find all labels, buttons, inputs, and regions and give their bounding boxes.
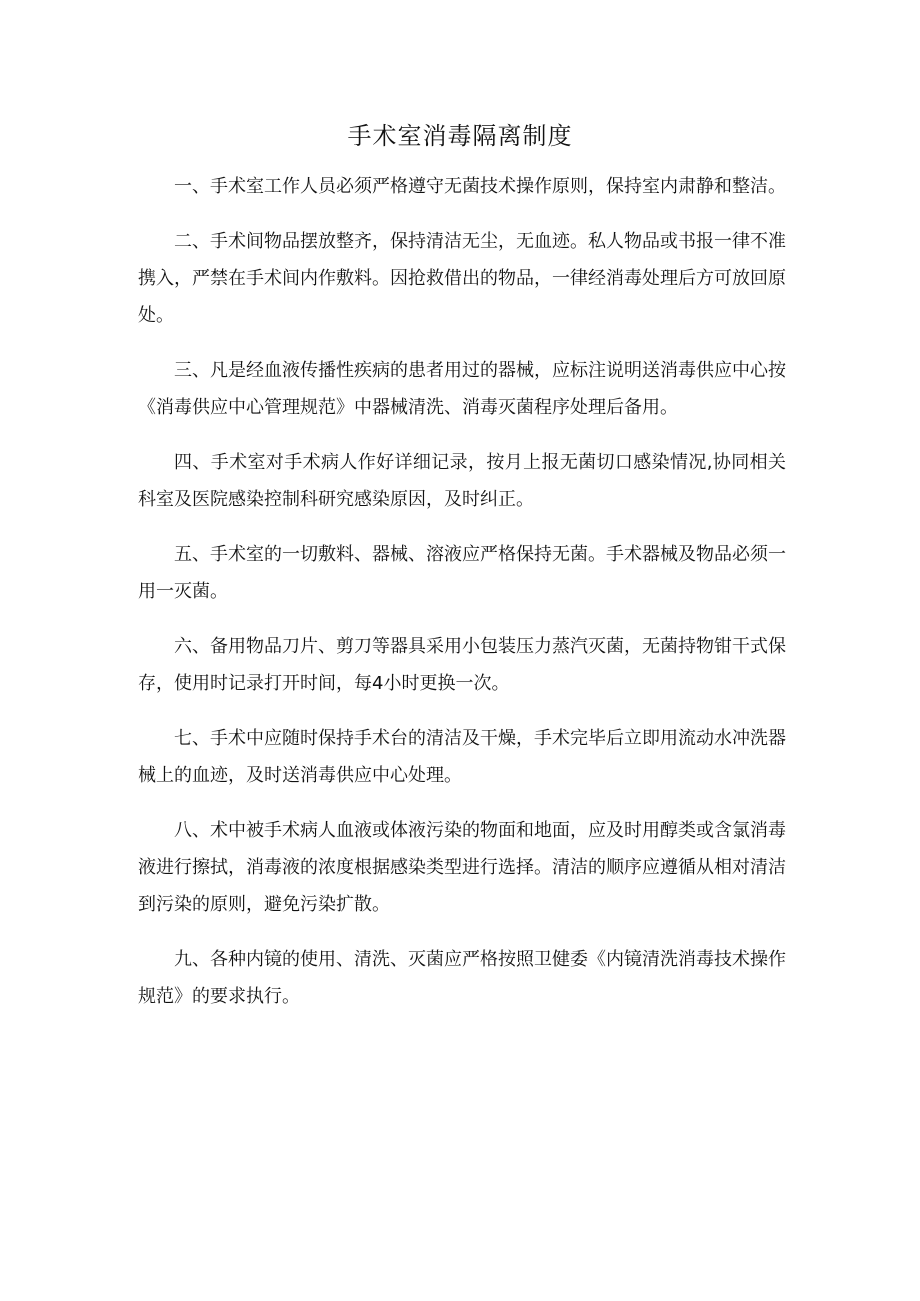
document-title: 手术室消毒隔离制度 — [347, 122, 573, 150]
paragraph-7: 七、手术中应随时保持手术台的清洁及干燥，手术完毕后立即用流动水冲洗器械上的血迹，及时送消毒供应中心处理。 — [138, 728, 786, 786]
paragraph-8: 八、术中被手术病人血液或体液污染的物面和地面，应及时用醇类或含氯消毒液进行擦拭，消毒液的浓度根据感染类型进行选择。清洁的顺序应遵循从相对清洁到污染的原则，避免污染扩散。 — [138, 820, 786, 915]
paragraph-4: 四、手术室对手术病人作好详细记录，按月上报无菌切口感染情况,协同相关科室及医院感染控制科研究感染原因，及时纠正。 — [138, 452, 786, 510]
document-body — [138, 168, 786, 1033]
paragraph-5: 五、手术室的一切敷料、器械、溶液应严格保持无菌。手术器械及物品必须一用一灭菌。 — [138, 544, 786, 602]
paragraph-6: 六、备用物品刀片、剪刀等器具采用小包装压力蒸汽灭菌，无菌持物钳干式保存，使用时记录打开时间，每4小时更换一次。 — [138, 636, 786, 694]
paragraph-3: 三、凡是经血液传播性疾病的患者用过的器械，应标注说明送消毒供应中心按《消毒供应中心管理规范》中器械清洗、消毒灭菌程序处理后备用。 — [138, 360, 786, 418]
paragraph-2: 二、手术间物品摆放整齐，保持清洁无尘，无血迹。私人物品或书报一律不准携入，严禁在手术间内作敷料。因抢救借出的物品，一律经消毒处理后方可放回原处。 — [138, 231, 786, 326]
paragraph-1: 一、手术室工作人员必须严格遵守无菌技术操作原则，保持室内肃静和整洁。 — [174, 176, 786, 197]
paragraph-9: 九、各种内镜的使用、清洗、灭菌应严格按照卫健委《内镜清洗消毒技术操作规范》的要求执行。 — [138, 949, 786, 1007]
